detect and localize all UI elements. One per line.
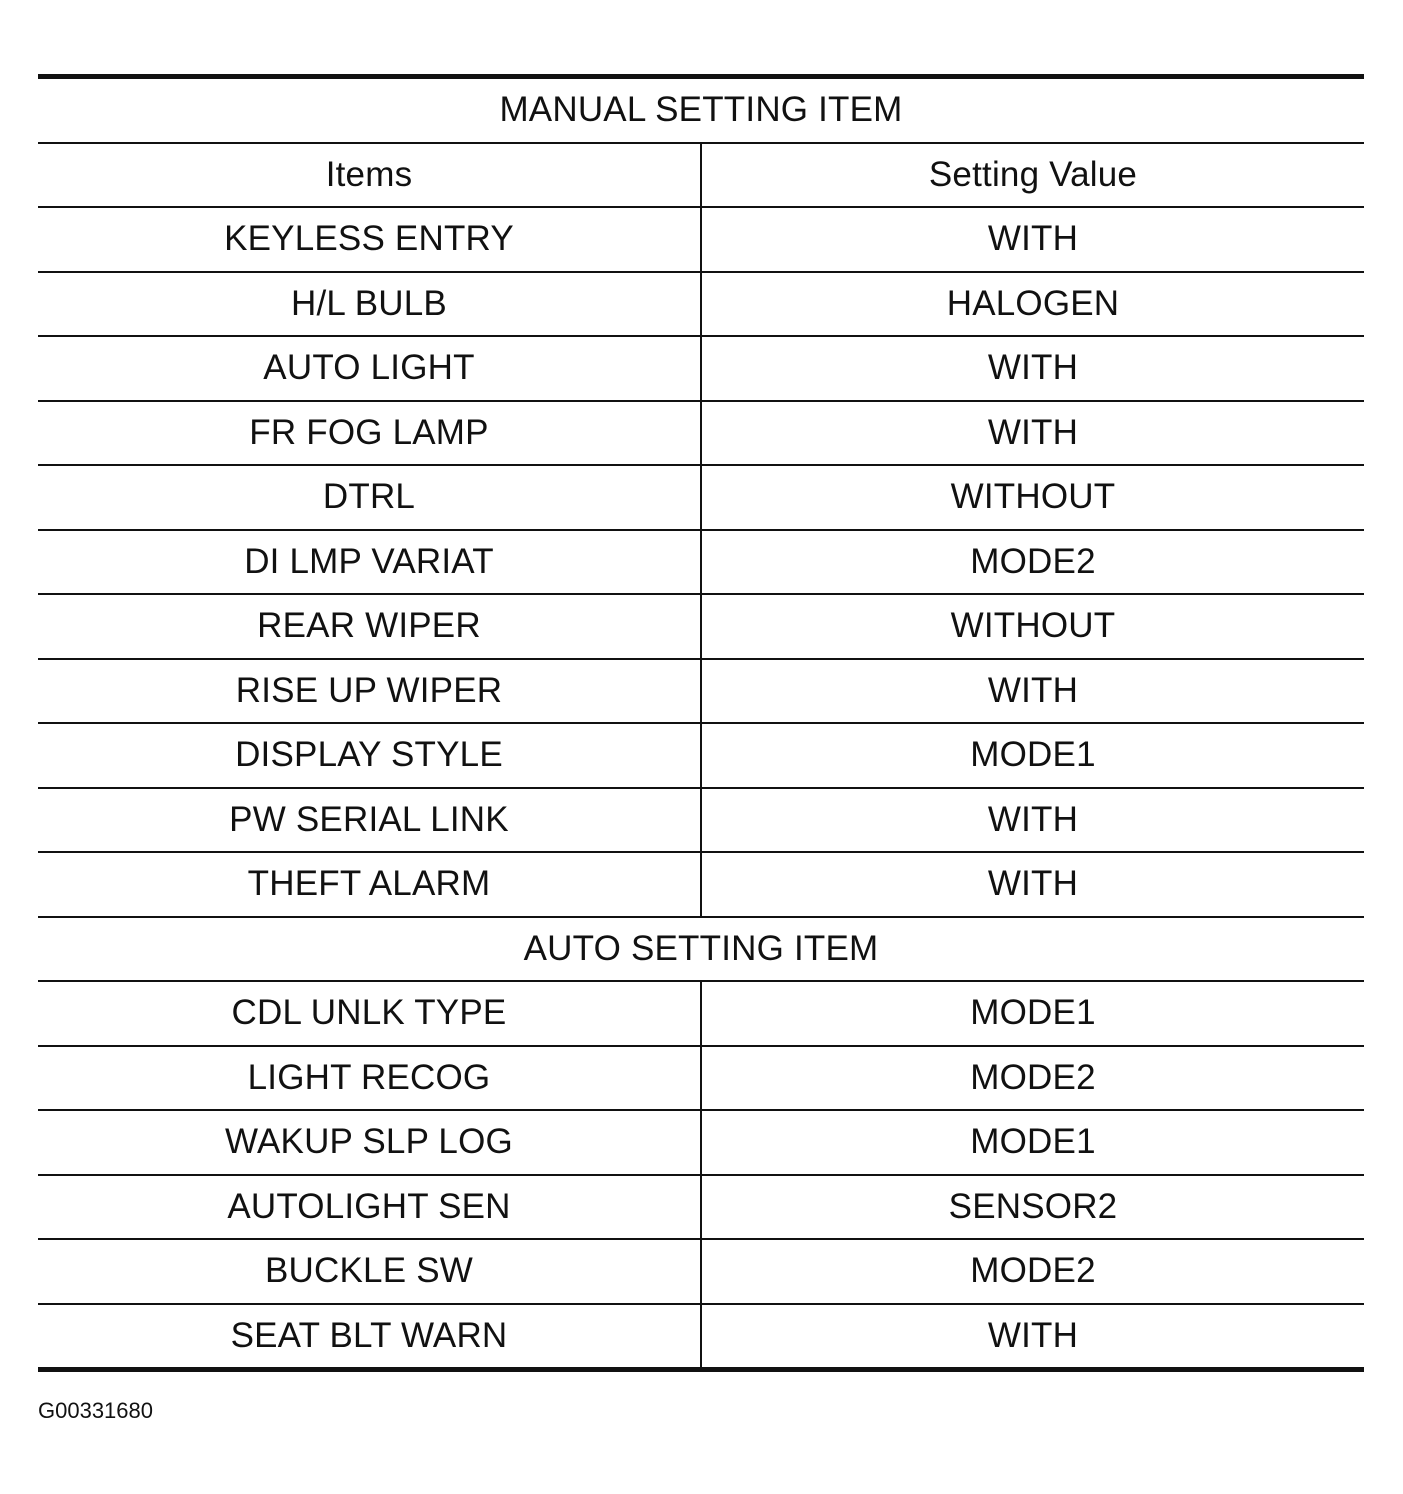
setting-value: MODE2 bbox=[701, 1046, 1364, 1111]
table-row bbox=[38, 336, 1364, 401]
setting-value: WITH bbox=[987, 1315, 1079, 1355]
table-row bbox=[38, 981, 1364, 1046]
setting-value: MODE2 bbox=[701, 530, 1364, 595]
setting-value-column-header: Setting Value bbox=[701, 143, 1364, 208]
item-name: BUCKLE SW bbox=[38, 1239, 701, 1304]
auto-section-title: AUTO SETTING ITEM bbox=[38, 917, 1364, 982]
setting-value: WITH bbox=[701, 659, 1364, 724]
setting-value: WITHOUT bbox=[701, 465, 1364, 530]
item-name: DISPLAY STYLE bbox=[38, 723, 701, 788]
table-row bbox=[38, 659, 1364, 724]
table-row bbox=[38, 788, 1364, 853]
setting-value: SENSOR2 bbox=[701, 1175, 1364, 1240]
setting-value: WITH bbox=[701, 788, 1364, 853]
setting-value: WITH bbox=[701, 401, 1364, 466]
table-row bbox=[38, 1110, 1364, 1175]
table-row bbox=[38, 401, 1364, 466]
item-name: DI LMP VARIAT bbox=[38, 530, 701, 595]
table-row bbox=[38, 207, 1364, 272]
figure-id: G00331680 bbox=[38, 1398, 153, 1423]
item-name: PW SERIAL LINK bbox=[38, 788, 701, 853]
items-column-header: Items bbox=[38, 143, 701, 208]
setting-value: WITH bbox=[701, 207, 1364, 272]
table-row bbox=[38, 272, 1364, 337]
manual-section-title: MANUAL SETTING ITEM bbox=[38, 77, 1364, 143]
table-row bbox=[38, 530, 1364, 595]
item-name: WAKUP SLP LOG bbox=[38, 1110, 701, 1175]
manual-section-title-row bbox=[38, 77, 1364, 143]
setting-value: WITHOUT bbox=[701, 594, 1364, 659]
column-header-row bbox=[38, 143, 1364, 208]
table-row bbox=[38, 1175, 1364, 1240]
table-row bbox=[38, 594, 1364, 659]
auto-section-title-row bbox=[38, 917, 1364, 982]
table-row bbox=[38, 465, 1364, 530]
setting-value: MODE1 bbox=[701, 981, 1364, 1046]
setting-value: WITH bbox=[701, 336, 1364, 401]
setting-value: MODE2 bbox=[701, 1239, 1364, 1304]
settings-table bbox=[38, 74, 1364, 1372]
item-name: FR FOG LAMP bbox=[38, 401, 701, 466]
item-name: REAR WIPER bbox=[38, 594, 701, 659]
table-row bbox=[38, 852, 1364, 917]
item-name: LIGHT RECOG bbox=[38, 1046, 701, 1111]
setting-value: MODE1 bbox=[701, 723, 1364, 788]
item-name: SEAT BLT WARN bbox=[38, 1304, 701, 1370]
table-row bbox=[38, 1239, 1364, 1304]
item-name: KEYLESS ENTRY bbox=[38, 207, 701, 272]
setting-value: WITH bbox=[701, 852, 1364, 917]
item-name: THEFT ALARM bbox=[38, 852, 701, 917]
table-row bbox=[38, 723, 1364, 788]
item-name: DTRL bbox=[38, 465, 701, 530]
item-name: RISE UP WIPER bbox=[38, 659, 701, 724]
item-name: AUTOLIGHT SEN bbox=[38, 1175, 701, 1240]
table-row bbox=[38, 1304, 1364, 1370]
setting-value: MODE1 bbox=[701, 1110, 1364, 1175]
table-row bbox=[38, 1046, 1364, 1111]
item-name: H/L BULB bbox=[38, 272, 701, 337]
settings-table-body bbox=[38, 77, 1364, 1370]
setting-value: HALOGEN bbox=[701, 272, 1364, 337]
item-name: CDL UNLK TYPE bbox=[38, 981, 701, 1046]
item-name: AUTO LIGHT bbox=[38, 336, 701, 401]
